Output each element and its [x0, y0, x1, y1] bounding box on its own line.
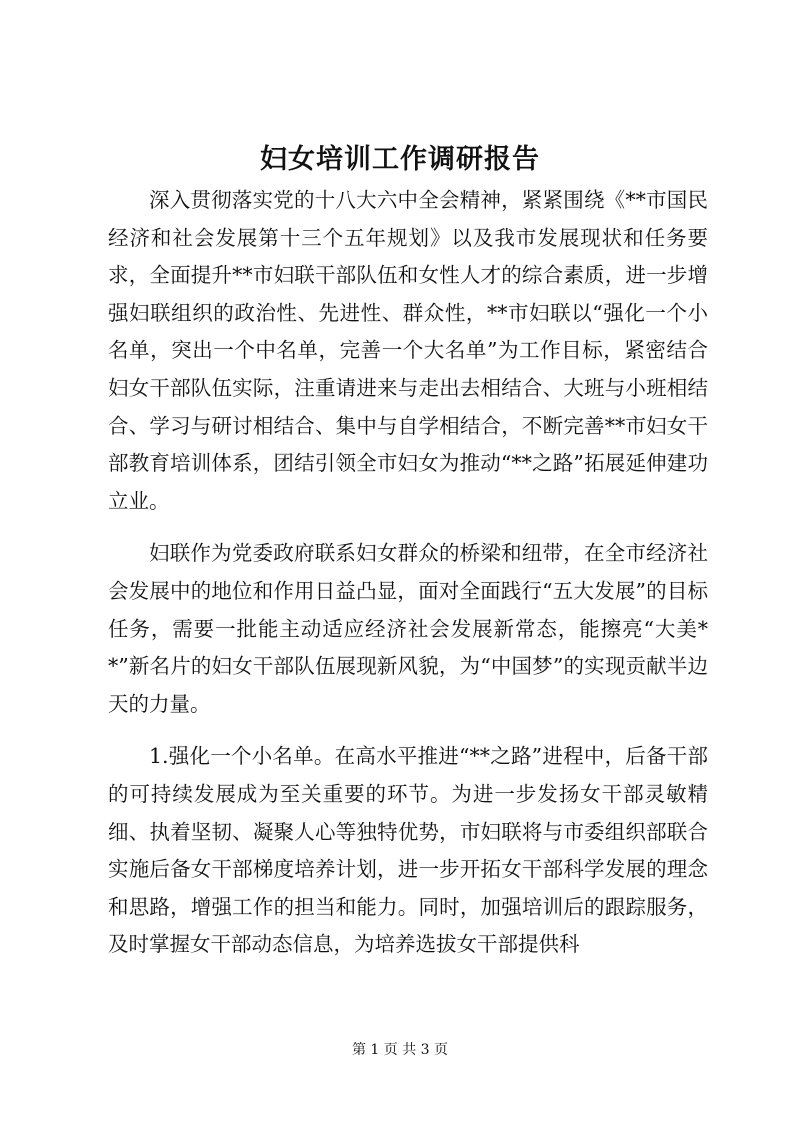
- paragraph-2: 妇联作为党委政府联系妇女群众的桥梁和纽带，在全市经济社会发展中的地位和作用日益凸显，面对全面践行“五大发展”的目标任务，需要一批能主动适应经济社会发展新常态，能擦亮“大美**”新名片的妇女干部队伍展现新风貌，为“中国梦”的实现贡献半边天的力量。: [108, 541, 708, 716]
- document-body: [108, 182, 708, 979]
- document-title: 妇女培训工作调研报告: [260, 144, 540, 175]
- paragraph-3: 1.强化一个小名单。在高水平推进“**之路”进程中，后备干部的可持续发展成为至关重要的环节。为进一步发扬女干部灵敏精细、执着坚韧、凝聚人心等独特优势，市妇联将与市委组织部联合实施后备女干部梯度培养计划，进一步开拓女干部科学发展的理念和思路，增强工作的担当和能力。同时，加强培训后的跟踪服务，及时掌握女干部动态信息，为培养选拔女干部提供科: [108, 744, 708, 957]
- paragraph-1: 深入贯彻落实党的十八大六中全会精神，紧紧围绕《**市国民经济和社会发展第十三个五年规划》以及我市发展现状和任务要求，全面提升**市妇联干部队伍和女性人才的综合素质，进一步增强妇联组织的政治性、先进性、群众性，**市妇联以“强化一个小名单，突出一个中名单，完善一个大名单”为工作目标，紧密结合妇女干部队伍实际，注重请进来与走出去相结合、大班与小班相结合、学习与研讨相结合、集中与自学相结合，不断完善**市妇女干部教育培训体系，团结引领全市妇女为推动“**之路”拓展延伸建功立业。: [108, 188, 708, 513]
- page-number-footer: 第 1 页 共 3 页: [351, 1042, 449, 1058]
